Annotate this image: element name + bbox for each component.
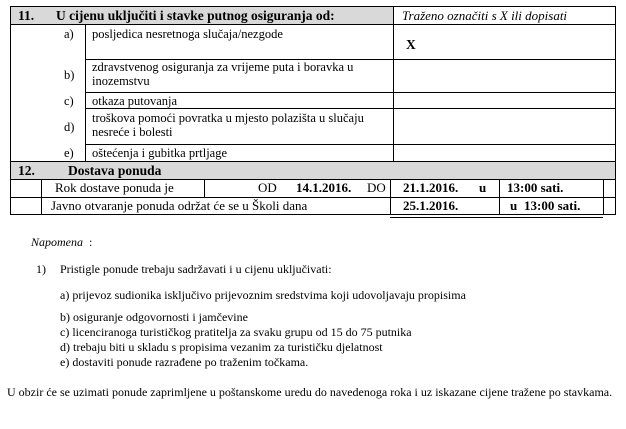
section-11-instruction: Traženo označiti s X ili dopisati <box>402 8 568 23</box>
note-point-text: Pristigle ponude trebaju sadržavati i u cijenu uključivati: <box>60 262 332 276</box>
item-a-letter: a) <box>64 27 74 41</box>
delivery-at-word: u <box>479 180 487 195</box>
section-11-number: 11. <box>18 8 35 23</box>
note-title-colon: : <box>89 235 93 249</box>
item-e-text: oštećenja i gubitka prtljage <box>92 146 228 160</box>
delivery-from-date: 14.1.2016. <box>296 180 352 195</box>
item-c-text: otkaza putovanja <box>92 94 178 108</box>
note-subitem-b: b) osiguranje odgovornosti i jamčevine <box>60 310 248 324</box>
section-12-number: 12. <box>18 163 35 178</box>
note-closing: U obzir će se uzimati ponude zaprimljene u poštanskome uredu do navedenoga roka i uz iskazane cijene tražene po stavkama. <box>7 385 613 399</box>
item-a-mark: X <box>406 37 416 52</box>
item-b-text: zdravstvenog osiguranja za vrijeme puta i boravka u inozemstvu <box>92 60 354 88</box>
delivery-to-date: 21.1.2016. <box>403 180 459 195</box>
item-b-letter: b) <box>64 68 75 82</box>
note-subitem-d: d) trebaju biti u skladu s propisima vezanim za turističku djelatnost <box>60 340 383 354</box>
note-subitem-c: c) licenciranoga turističkog pratitelja za svaku grupu od 15 do 75 putnika <box>60 325 412 339</box>
delivery-time: 13:00 sati. <box>507 180 564 195</box>
delivery-to-word: DO <box>367 180 386 195</box>
opening-time: 13:00 sati. <box>524 198 581 213</box>
item-c-letter: c) <box>64 94 74 108</box>
section-12-heading: Dostava ponuda <box>68 163 162 178</box>
delivery-from-word: OD <box>258 180 277 195</box>
note-title: Napomena <box>31 235 83 249</box>
note-subitem-a: a) prijevoz sudionika isključivo prijevoznim sredstvima koji udovoljavaju propisima <box>60 288 466 302</box>
item-e-letter: e) <box>64 146 74 160</box>
opening-date: 25.1.2016. <box>403 198 459 213</box>
item-d-letter: d) <box>64 120 75 134</box>
item-d-text: troškova pomoći povratka u mjesto polazišta u slučaju nesreće i bolesti <box>92 111 364 139</box>
section-11-heading: U cijenu uključiti i stavke putnog osiguranja od: <box>56 8 335 23</box>
item-a-text: posljedica nesretnoga slučaja/nezgode <box>92 27 283 41</box>
opening-at-word: u <box>510 198 518 213</box>
note-subitem-e: e) dostaviti ponude razrađene po traženim točkama. <box>60 355 309 369</box>
note-point-number: 1) <box>36 262 46 276</box>
opening-label: Javno otvaranje ponuda održat će se u Školi dana <box>51 198 308 213</box>
delivery-label: Rok dostave ponuda je <box>55 180 174 195</box>
